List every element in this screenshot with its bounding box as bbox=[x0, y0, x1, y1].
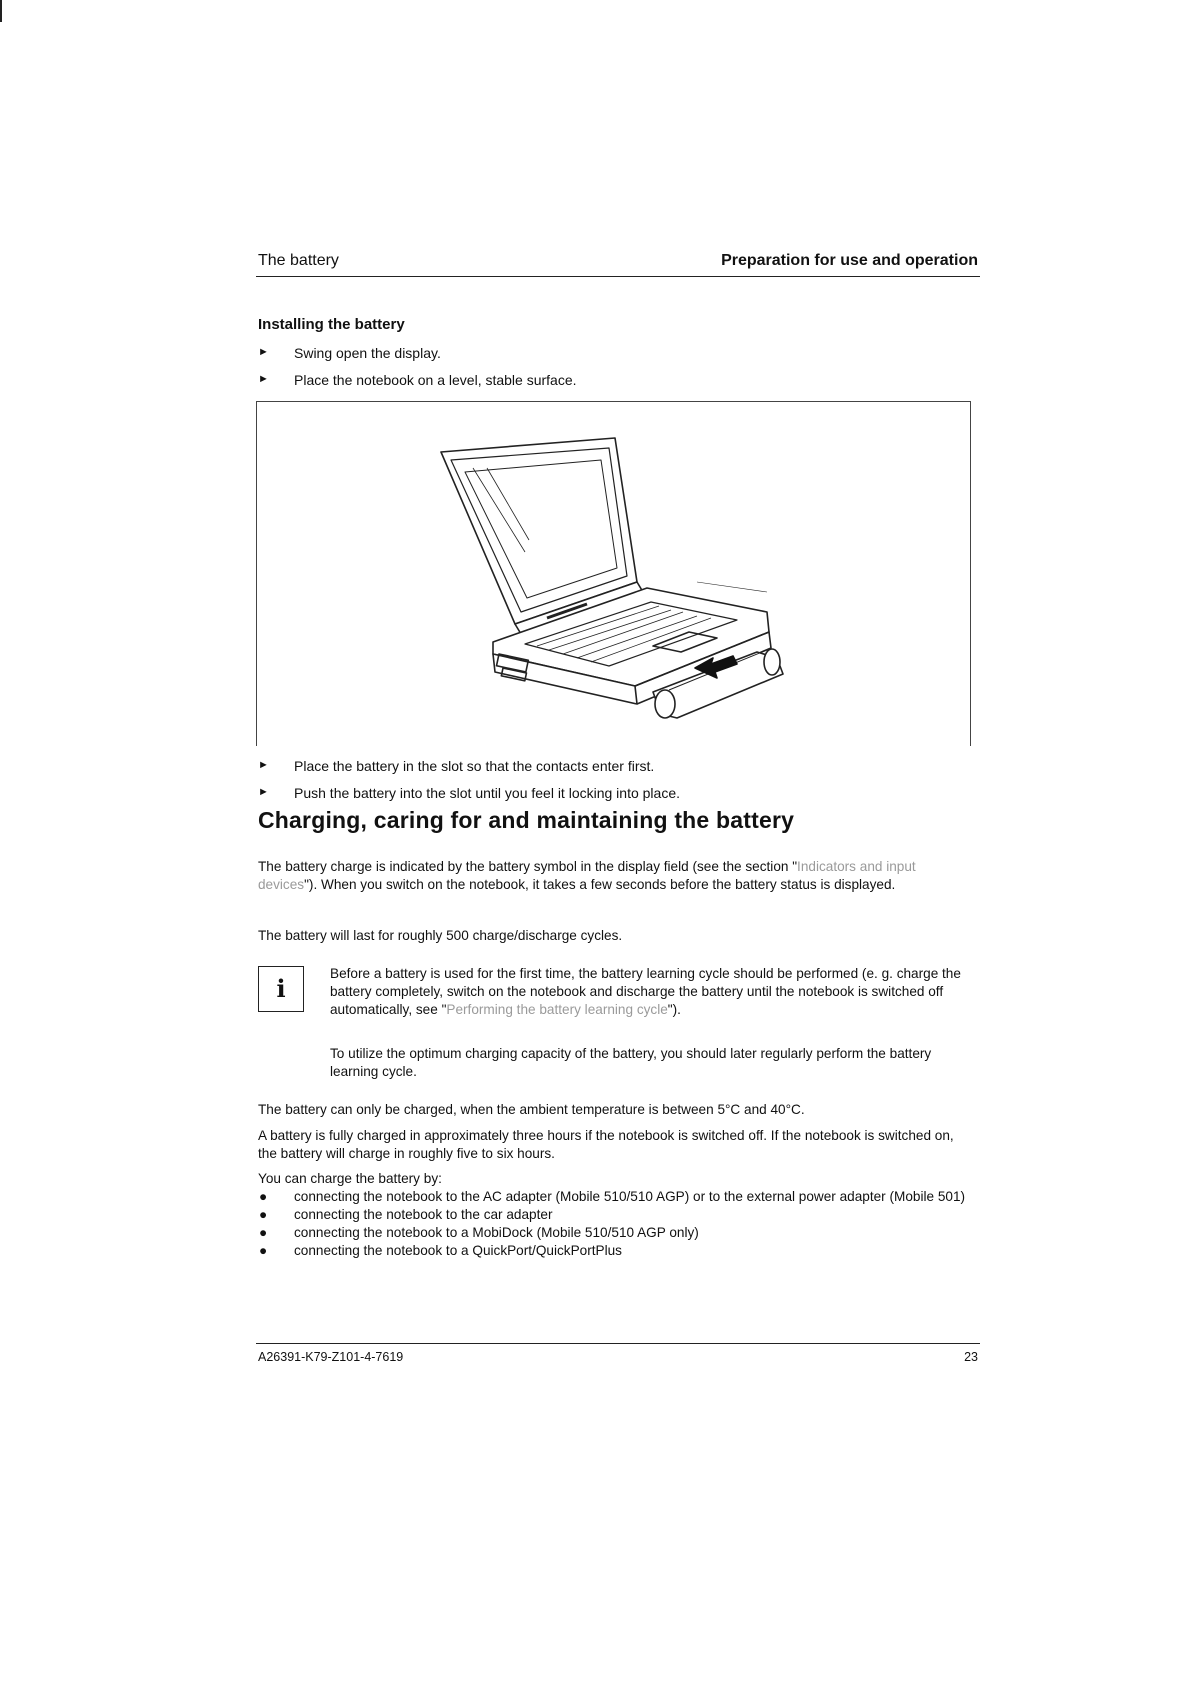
notebook-battery-illustration-icon bbox=[437, 432, 797, 722]
step-text: Swing open the display. bbox=[294, 345, 441, 361]
optimum-capacity-note: To utilize the optimum charging capacity of the battery, you should later regularly perform the battery learning cycle. bbox=[330, 1046, 932, 1079]
list-item bbox=[256, 1224, 976, 1242]
step-arrow-icon: ► bbox=[258, 373, 269, 385]
charge-methods-list bbox=[256, 1188, 976, 1260]
list-item-text: connecting the notebook to the AC adapter (Mobile 510/510 AGP) or to the external power adapter (Mobile 501) bbox=[294, 1189, 966, 1204]
note-text: Before a battery is used for the first time, the battery learning cycle should be performed (e. g. charge the battery completely, switch on the notebook and discharge the battery until the notebook is switched off automatically, see " bbox=[330, 966, 961, 1017]
page-header bbox=[256, 246, 980, 277]
step-text: Place the notebook on a level, stable surface. bbox=[294, 372, 577, 388]
page-number: 23 bbox=[964, 1350, 978, 1364]
document-number: A26391-K79-Z101-4-7619 bbox=[258, 1350, 404, 1364]
battery-indicator-paragraph bbox=[258, 858, 976, 894]
temperature-paragraph: The battery can only be charged, when the ambient temperature is between 5°C and 40°C. bbox=[258, 1102, 805, 1117]
list-item-text: connecting the notebook to a QuickPort/QuickPortPlus bbox=[294, 1243, 622, 1258]
bullet-icon: ● bbox=[259, 1225, 268, 1240]
installing-battery-heading: Installing the battery bbox=[258, 316, 405, 333]
paragraph-text: "). When you switch on the notebook, it takes a few seconds before the battery status is displayed. bbox=[304, 877, 896, 892]
manual-page bbox=[256, 0, 980, 1682]
header-section-name: The battery bbox=[258, 252, 339, 269]
note-text: "). bbox=[667, 1002, 681, 1017]
list-item-text: connecting the notebook to a MobiDock (Mobile 510/510 AGP only) bbox=[294, 1225, 699, 1240]
list-item bbox=[256, 1242, 976, 1260]
info-icon-glyph: i bbox=[276, 974, 286, 1003]
list-item bbox=[256, 1206, 976, 1224]
charge-cycles-paragraph: The battery will last for roughly 500 charge/discharge cycles. bbox=[258, 928, 623, 943]
step-arrow-icon: ► bbox=[258, 346, 269, 358]
charging-section-title: Charging, caring for and maintaining the battery bbox=[258, 807, 795, 833]
list-item bbox=[256, 1188, 976, 1206]
list-item-text: connecting the notebook to the car adapter bbox=[294, 1207, 553, 1222]
charge-methods-intro: You can charge the battery by: bbox=[258, 1171, 442, 1186]
cross-reference-link[interactable]: Indicators and input devices bbox=[258, 859, 916, 892]
page-footer bbox=[256, 1343, 980, 1364]
bullet-icon: ● bbox=[259, 1243, 268, 1258]
info-note-icon bbox=[258, 966, 304, 1012]
step-text: Push the battery into the slot until you feel it locking into place. bbox=[294, 785, 681, 801]
step-text: Place the battery in the slot so that the contacts enter first. bbox=[294, 758, 655, 774]
step-arrow-icon: ► bbox=[258, 759, 269, 771]
battery-installation-figure bbox=[256, 401, 971, 746]
scan-corner-mark bbox=[0, 0, 2, 22]
paragraph-text: The battery charge is indicated by the battery symbol in the display field (see the section " bbox=[258, 859, 798, 874]
header-chapter-title: Preparation for use and operation bbox=[721, 252, 978, 269]
bullet-icon: ● bbox=[259, 1207, 268, 1222]
cross-reference-link[interactable]: Performing the battery learning cycle bbox=[446, 1002, 668, 1017]
learning-cycle-note bbox=[330, 965, 976, 1019]
charge-time-paragraph: A battery is fully charged in approximately three hours if the notebook is switched off. If the notebook is switched on, the battery will charge in roughly five to six hours. bbox=[258, 1128, 954, 1161]
step-arrow-icon: ► bbox=[258, 786, 269, 798]
bullet-icon: ● bbox=[259, 1189, 268, 1204]
